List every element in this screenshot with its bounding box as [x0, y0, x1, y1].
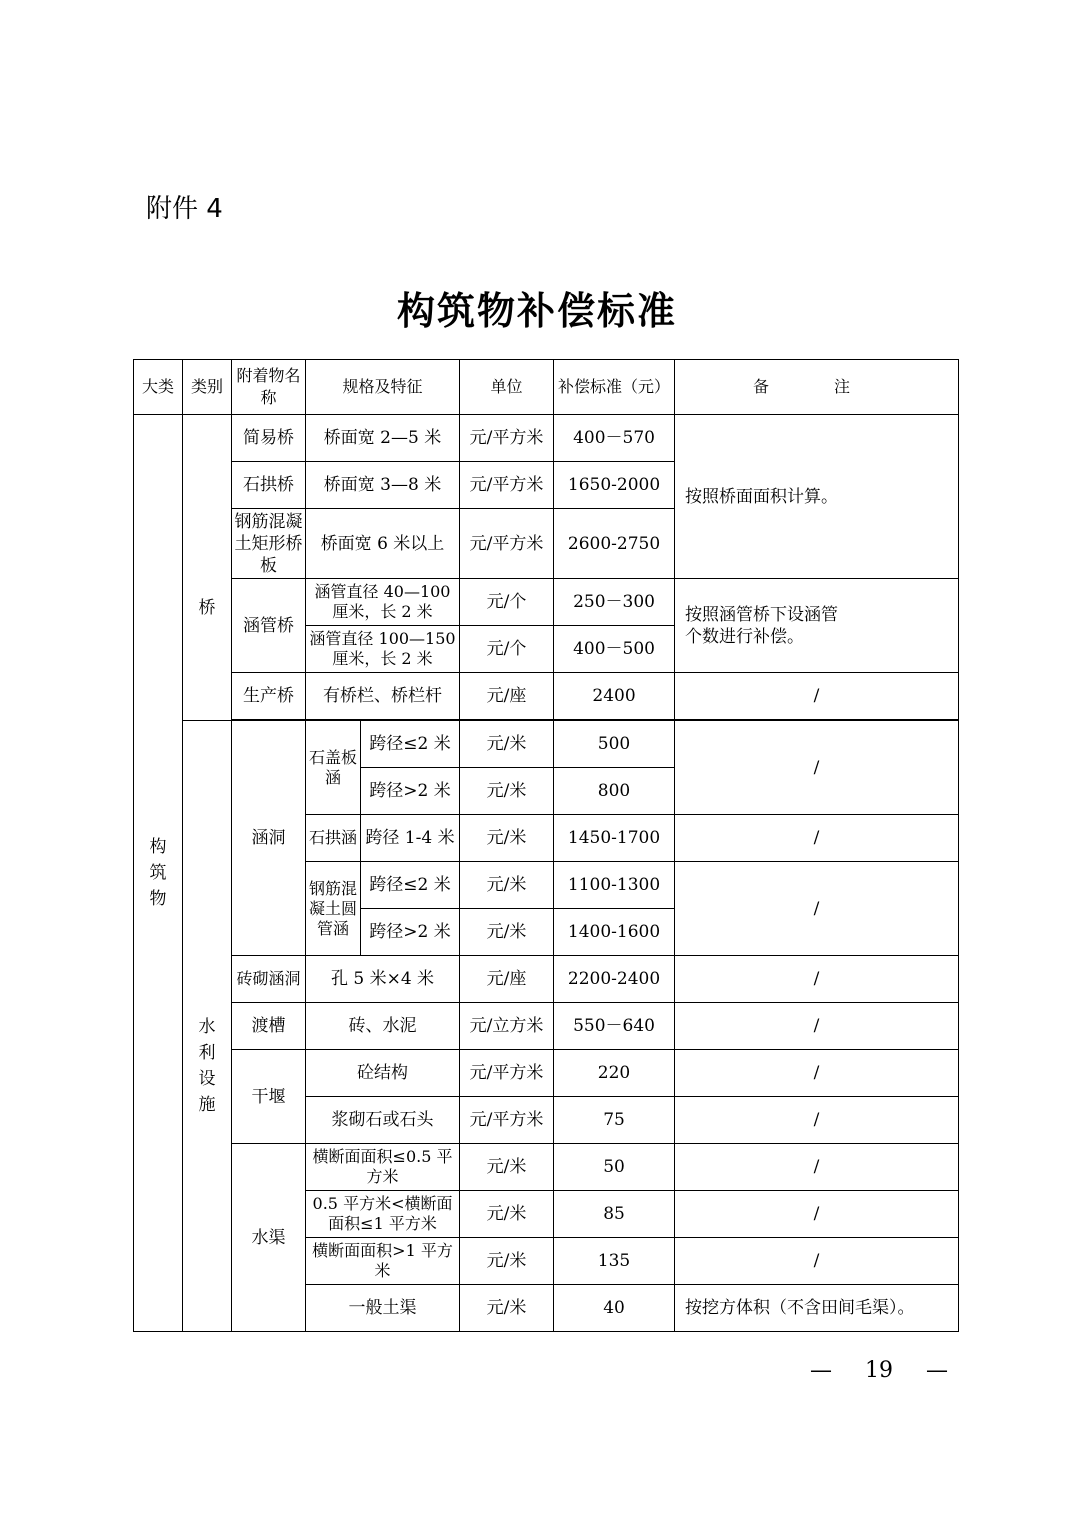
table-row [134, 673, 959, 720]
header-standard: 补偿标准（元） [554, 360, 675, 415]
note-cell: 按照桥面面积计算。 [675, 415, 959, 579]
item-name: 简易桥 [232, 415, 306, 462]
price-cell: 75 [554, 1097, 675, 1144]
price-cell: 400－500 [554, 626, 675, 673]
spec-cell: 孔 5 米×4 米 [306, 956, 460, 1003]
note-cell: / [675, 815, 959, 862]
page-dash-left: — [810, 1358, 832, 1383]
price-cell: 2600-2750 [554, 509, 675, 579]
item-name: 钢筋混凝土矩形桥板 [232, 509, 306, 579]
price-cell: 250－300 [554, 579, 675, 626]
price-cell: 50 [554, 1144, 675, 1191]
spec-cell: 桥面宽 3—8 米 [306, 462, 460, 509]
header-spec: 规格及特征 [306, 360, 460, 415]
spec-cell: 跨径≤2 米 [361, 862, 460, 909]
note-cell: 按照涵管桥下设涵管个数进行补偿。 [675, 579, 959, 673]
item-name: 渡槽 [232, 1003, 306, 1050]
spec-cell: 一般土渠 [306, 1285, 460, 1332]
spec-cell: 桥面宽 2—5 米 [306, 415, 460, 462]
unit-cell: 元/个 [460, 626, 554, 673]
unit-cell: 元/米 [460, 862, 554, 909]
page-dash-right: — [926, 1358, 948, 1383]
unit-cell: 元/平方米 [460, 462, 554, 509]
note-cell: / [675, 673, 959, 720]
table-row [134, 956, 959, 1003]
category-water-text: 水利设施 [198, 1017, 216, 1115]
table-row [134, 721, 959, 768]
item-name: 生产桥 [232, 673, 306, 720]
spec-cell: 砼结构 [306, 1050, 460, 1097]
header-note: 备 注 [675, 360, 959, 415]
price-cell: 800 [554, 768, 675, 815]
header-category: 类别 [183, 360, 232, 415]
unit-cell: 元/米 [460, 909, 554, 956]
spec-cell: 涵管直径 40—100 厘米，长 2 米 [306, 579, 460, 626]
spec-cell: 跨径 1-4 米 [361, 815, 460, 862]
note-cell: / [675, 862, 959, 956]
price-cell: 500 [554, 721, 675, 768]
table-header-row [134, 360, 959, 415]
header-major-category: 大类 [134, 360, 183, 415]
major-category-text: 构筑物 [149, 837, 167, 909]
unit-cell: 元/米 [460, 1144, 554, 1191]
header-unit: 单位 [460, 360, 554, 415]
note-cell: / [675, 1238, 959, 1285]
note-cell: / [675, 1097, 959, 1144]
note-cell: / [675, 1144, 959, 1191]
unit-cell: 元/米 [460, 721, 554, 768]
unit-cell: 元/座 [460, 956, 554, 1003]
item-name: 砖砌涵洞 [232, 956, 306, 1003]
sub-item-name: 钢筋混凝土圆管涵 [306, 862, 361, 956]
unit-cell: 元/平方米 [460, 509, 554, 579]
header-item-name: 附着物名称 [232, 360, 306, 415]
unit-cell: 元/米 [460, 1238, 554, 1285]
item-name: 涵管桥 [232, 579, 306, 673]
price-cell: 135 [554, 1238, 675, 1285]
price-cell: 40 [554, 1285, 675, 1332]
category-bridge-text: 桥 [198, 597, 216, 618]
spec-cell: 横断面面积>1 平方米 [306, 1238, 460, 1285]
spec-cell: 涵管直径 100—150 厘米，长 2 米 [306, 626, 460, 673]
item-name: 干堰 [232, 1050, 306, 1144]
category-bridge [183, 415, 232, 721]
price-cell: 1400-1600 [554, 909, 675, 956]
major-category-cell [134, 415, 183, 1332]
unit-cell: 元/米 [460, 1191, 554, 1238]
category-water [183, 721, 232, 1332]
unit-cell: 元/平方米 [460, 415, 554, 462]
table-row [134, 579, 959, 626]
unit-cell: 元/立方米 [460, 1003, 554, 1050]
note-cell: / [675, 1050, 959, 1097]
item-name: 石拱桥 [232, 462, 306, 509]
item-name: 水渠 [232, 1144, 306, 1332]
page-number: 19 [865, 1358, 893, 1383]
attachment-label: 附件 4 [146, 194, 223, 224]
spec-cell: 有桥栏、桥栏杆 [306, 673, 460, 720]
price-cell: 85 [554, 1191, 675, 1238]
spec-cell: 浆砌石或石头 [306, 1097, 460, 1144]
unit-cell: 元/米 [460, 815, 554, 862]
table-row [134, 1144, 959, 1191]
note-cell: / [675, 1191, 959, 1238]
page-number-footer [810, 1358, 948, 1383]
spec-cell: 桥面宽 6 米以上 [306, 509, 460, 579]
price-cell: 1450-1700 [554, 815, 675, 862]
unit-cell: 元/平方米 [460, 1050, 554, 1097]
price-cell: 1650-2000 [554, 462, 675, 509]
unit-cell: 元/米 [460, 768, 554, 815]
spec-cell: 砖、水泥 [306, 1003, 460, 1050]
table-row [134, 1003, 959, 1050]
table-row [134, 1050, 959, 1097]
unit-cell: 元/米 [460, 1285, 554, 1332]
spec-cell: 跨径>2 米 [361, 768, 460, 815]
sub-item-name: 石盖板涵 [306, 721, 361, 815]
price-cell: 400－570 [554, 415, 675, 462]
note-cell: / [675, 956, 959, 1003]
item-name: 涵洞 [232, 721, 306, 956]
note-cell: / [675, 1003, 959, 1050]
spec-cell: 跨径>2 米 [361, 909, 460, 956]
note-cell: 按挖方体积（不含田间毛渠）。 [675, 1285, 959, 1332]
price-cell: 1100-1300 [554, 862, 675, 909]
spec-cell: 0.5 平方米<横断面面积≤1 平方米 [306, 1191, 460, 1238]
price-cell: 2400 [554, 673, 675, 720]
unit-cell: 元/座 [460, 673, 554, 720]
spec-cell: 横断面面积≤0.5 平方米 [306, 1144, 460, 1191]
unit-cell: 元/平方米 [460, 1097, 554, 1144]
page-title: 构筑物补偿标准 [396, 288, 677, 333]
note-cell: / [675, 721, 959, 815]
price-cell: 2200-2400 [554, 956, 675, 1003]
sub-item-name: 石拱涵 [306, 815, 361, 862]
price-cell: 220 [554, 1050, 675, 1097]
unit-cell: 元/个 [460, 579, 554, 626]
compensation-table [133, 359, 959, 1332]
spec-cell: 跨径≤2 米 [361, 721, 460, 768]
table-row [134, 415, 959, 462]
price-cell: 550－640 [554, 1003, 675, 1050]
